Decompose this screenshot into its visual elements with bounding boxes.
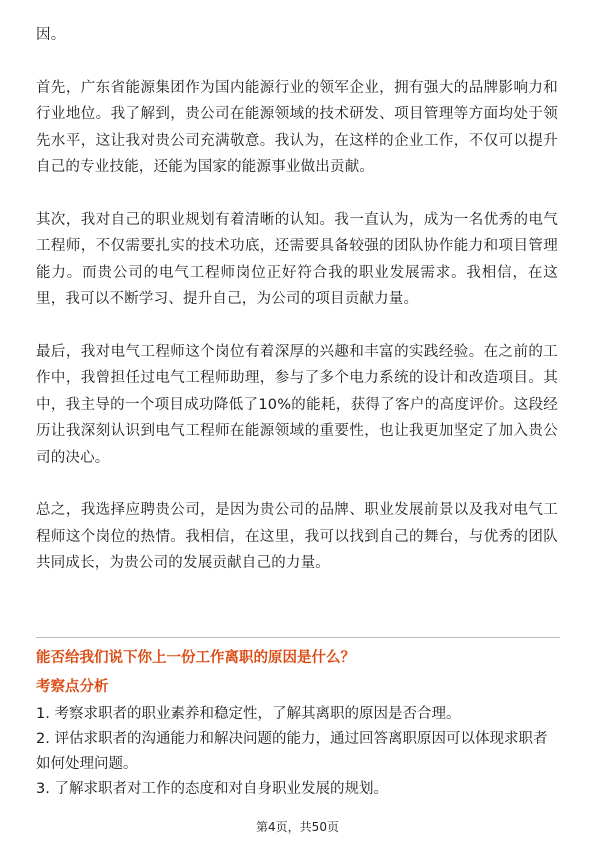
analysis-list [36, 702, 560, 802]
analysis-point: 3. 了解求职者对工作的态度和对自身职业发展的规划。 [36, 781, 388, 797]
analysis-point: 2. 评估求职者的沟通能力和解决问题的能力，通过回答离职原因可以体现求职者如何处理问题。 [36, 731, 548, 772]
analysis-point: 1. 考察求职者的职业素养和稳定性，了解其离职的原因是否合理。 [36, 706, 461, 722]
paragraph-first: 首先，广东省能源集团作为国内能源行业的领军企业，拥有强大的品牌影响力和行业地位。我了解到，贵公司在能源领域的技术研发、项目管理等方面均处于领先水平，这让我对贵公司充满敬意。我认为，在这样的企业工作，不仅可以提升自己的专业技能，还能为国家的能源事业做出贡献。 [36, 79, 558, 175]
paragraph-second: 其次，我对自己的职业规划有着清晰的认知。我一直认为，成为一名优秀的电气工程师，不仅需要扎实的技术功底，还需要具备较强的团队协作能力和项目管理能力。而贵公司的电气工程师岗位正好符合我的职业发展需求。我相信，在这里，我可以不断学习、提升自己，为公司的项目贡献力量。 [36, 211, 558, 307]
answer-body [36, 22, 558, 577]
question-heading: 能否给我们说下你上一份工作离职的原因是什么？ [36, 650, 355, 666]
paragraph-summary: 总之，我选择应聘贵公司，是因为贵公司的品牌、职业发展前景以及我对电气工程师这个岗位的热情。我相信，在这里，我可以找到自己的舞台，与优秀的团队共同成长，为贵公司的发展贡献自己的力量。 [36, 502, 558, 571]
analysis-title: 考察点分析 [36, 679, 109, 695]
paragraph-last: 最后，我对电气工程师这个岗位有着深厚的兴趣和丰富的实践经验。在之前的工作中，我曾担任过电气工程师助理，参与了多个电力系统的设计和改造项目。其中，我主导的一个项目成功降低了10%的能耗，获得了客户的高度评价。这段经历让我深刻认识到电气工程师在能源领域的重要性，也让我更加坚定了加入贵公司的决心。 [36, 343, 558, 466]
page-number: 第4页，共50页 [256, 820, 339, 834]
paragraph-continuation: 因。 [36, 27, 66, 43]
section-divider [36, 637, 560, 638]
